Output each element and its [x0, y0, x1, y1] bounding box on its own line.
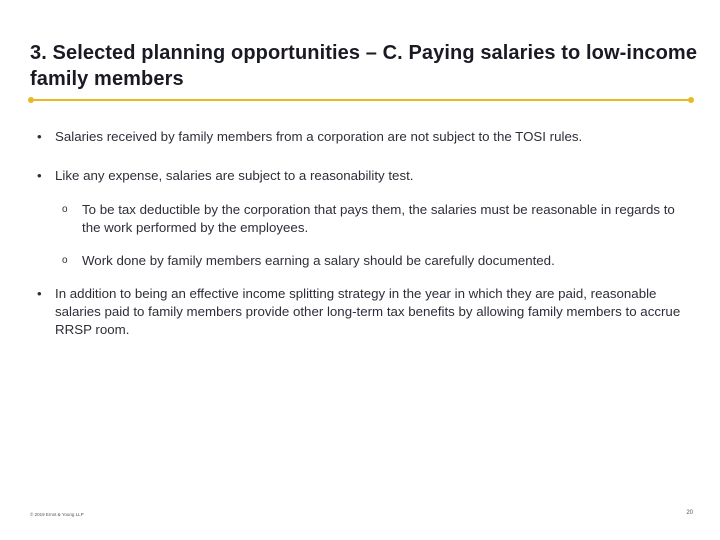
sub-bullet-text: Work done by family members earning a salary should be carefully documented. [82, 253, 555, 268]
bullet-marker: • [37, 168, 42, 183]
bullet-text: Like any expense, salaries are subject to a reasonability test. [55, 168, 414, 183]
footer-copyright: © 2019 Ernst & Young LLP [30, 512, 84, 517]
slide-body [30, 128, 690, 339]
bullet-text: In addition to being an effective income splitting strategy in the year in which they are paid, reasonable salaries paid to family members provide other long-term tax benefits by allowing family members to accrue RRSP room. [55, 286, 681, 337]
bullet-marker: • [37, 286, 42, 301]
page-number: 20 [686, 510, 693, 516]
sub-bullet-marker: o [62, 255, 68, 266]
bullet-marker: • [37, 129, 42, 144]
bullet-item [30, 285, 690, 339]
bullet-text: Salaries received by family members from a corporation are not subject to the TOSI rules. [55, 129, 583, 144]
slide-title: 3. Selected planning opportunities – C. Paying salaries to low-income family members [30, 42, 698, 90]
divider-right-dot [688, 97, 694, 103]
divider-left-dot [28, 97, 34, 103]
bullet-item [30, 167, 690, 185]
sub-bullet-item [30, 252, 690, 270]
sub-bullet-item [30, 201, 690, 237]
sub-bullet-marker: o [62, 204, 68, 215]
sub-bullet-text: To be tax deductible by the corporation that pays them, the salaries must be reasonable in regards to the work performed by the employees. [82, 202, 675, 235]
bullet-item [30, 128, 690, 146]
title-divider [30, 99, 692, 101]
